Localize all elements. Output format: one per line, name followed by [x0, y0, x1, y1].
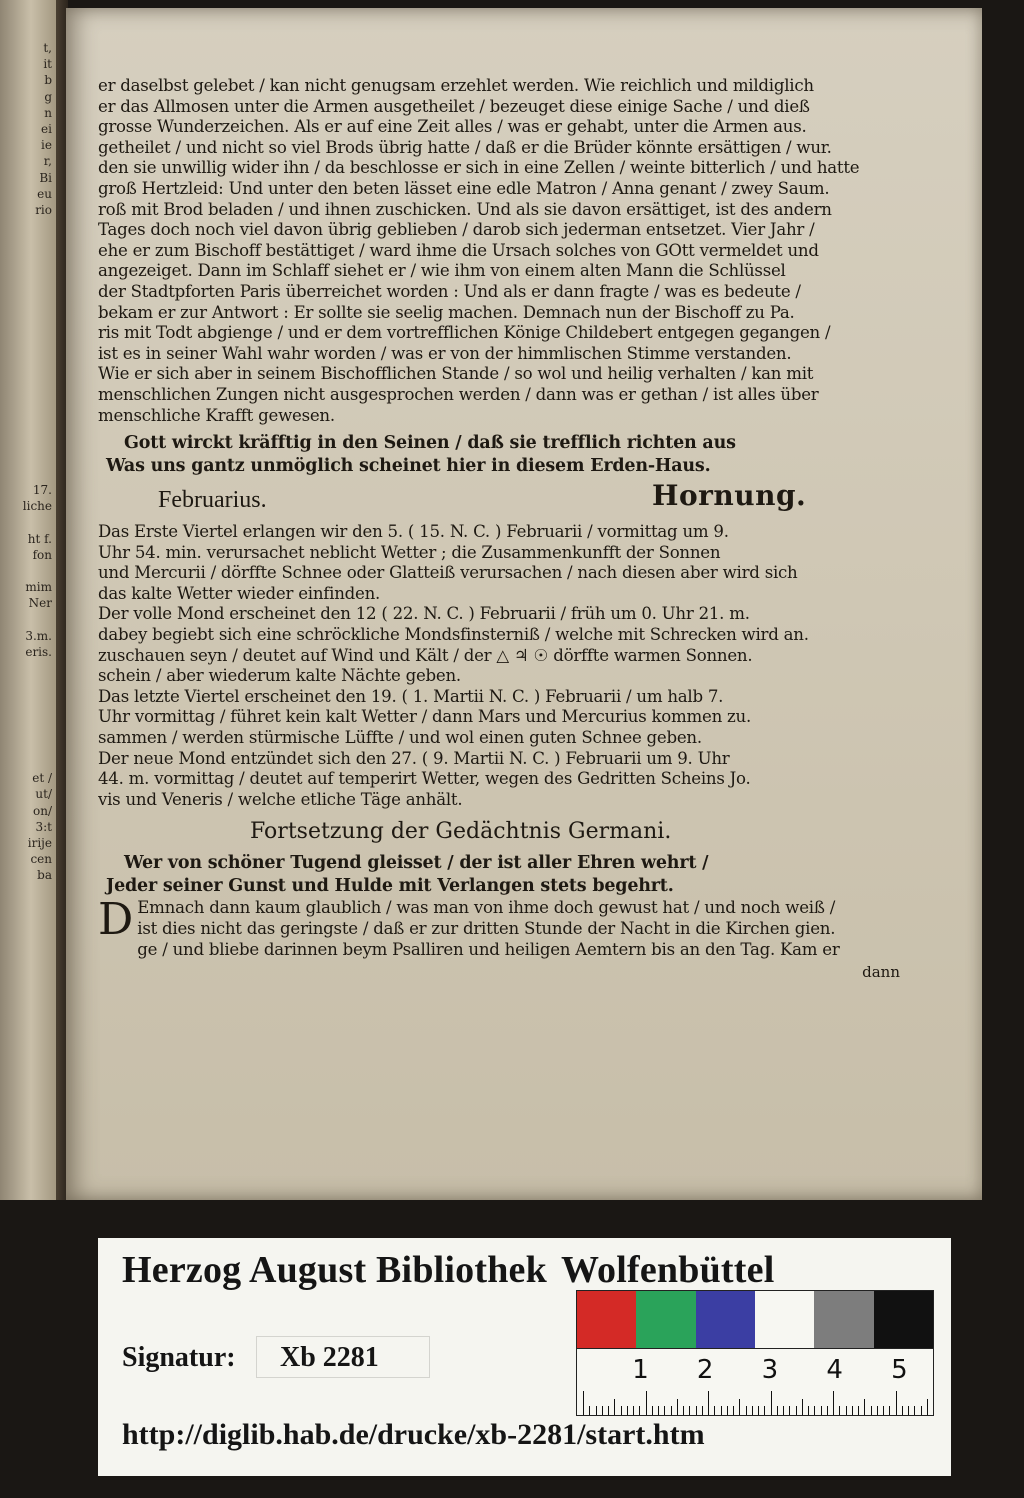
ruler-tick — [639, 1406, 640, 1415]
margin-fragment: et / — [32, 771, 52, 786]
ruler-tick — [583, 1391, 584, 1415]
margin-fragment: ba — [37, 868, 52, 883]
ruler-tick — [627, 1406, 628, 1415]
ruler-tick — [664, 1406, 665, 1415]
margin-fragment: irije — [27, 835, 52, 850]
margin-fragment: 17. — [32, 483, 52, 498]
ruler-number: 3 — [761, 1355, 779, 1385]
margin-fragment: eu — [37, 186, 52, 201]
text-line: Der neue Mond entzündet sich den 27. ( 9. Martii N. C. ) Februarii um 9. Uhr — [98, 748, 730, 768]
color-swatch — [577, 1291, 636, 1349]
text-line: vis und Veneris / welche etliche Täge anhält. — [98, 789, 463, 809]
color-calibration-strip — [576, 1290, 934, 1350]
drop-cap-initial: D — [98, 894, 134, 946]
text-line: menschliche Krafft gewesen. — [98, 405, 335, 425]
ruler-tick — [833, 1391, 834, 1415]
text-line: ehe er zum Bischoff bestättiget / ward ihme die Ursach solches von GOtt vermeldet und — [98, 240, 819, 260]
text-line: Tages doch noch viel davon übrig geblieben / darob sich jederman entsetzet. Vier Jahr / — [98, 220, 815, 240]
ruler-tick — [596, 1406, 597, 1415]
ruler-tick — [827, 1406, 828, 1415]
month-latin-heading: Februarius. — [158, 487, 267, 514]
library-name: Herzog August Bibliothek — [122, 1249, 547, 1291]
ruler-tick — [646, 1391, 647, 1415]
text-line: Das Erste Viertel erlangen wir den 5. ( 15. N. C. ) Februarii / vormittag um 9. — [98, 522, 729, 542]
text-line: Uhr 54. min. verursachet neblicht Wetter ; die Zusammenkunfft der Sonnen — [98, 542, 721, 562]
signature-value: Xb 2281 — [280, 1342, 379, 1373]
ruler-tick — [621, 1406, 622, 1415]
text-line: Wie er sich aber in seinem Bischofflichen Stande / so wol und heilig verhalten / kan mit — [98, 364, 814, 384]
ruler-tick — [671, 1406, 672, 1415]
margin-fragment: g — [44, 89, 52, 104]
ruler-tick — [677, 1399, 678, 1415]
ruler-tick — [814, 1406, 815, 1415]
ruler-tick — [839, 1406, 840, 1415]
measurement-ruler — [576, 1348, 934, 1416]
color-swatch — [755, 1291, 814, 1349]
margin-fragment: it — [43, 57, 52, 72]
margin-fragment — [2, 514, 52, 530]
ruler-tick — [902, 1406, 903, 1415]
margin-fragment: t, — [43, 41, 52, 55]
text-line: 44. m. vormittag / deutet auf temperirt Wetter, wegen des Gedritten Scheins Jo. — [98, 769, 751, 789]
ruler-tick — [789, 1406, 790, 1415]
ruler-tick — [796, 1406, 797, 1415]
ruler-tick — [746, 1406, 747, 1415]
catchword: dann — [862, 963, 900, 982]
ruler-tick — [896, 1391, 897, 1415]
motto-line: Was uns gantz unmöglich scheinet hier in diesem Erden-Haus. — [106, 456, 711, 477]
ruler-tick — [758, 1406, 759, 1415]
text-line: das kalte Wetter wieder einfinden. — [98, 583, 381, 603]
ruler-tick — [689, 1406, 690, 1415]
color-swatch — [814, 1291, 873, 1349]
margin-fragment: cen — [30, 852, 52, 867]
paragraph-new-moon — [98, 749, 906, 811]
text-line: schein / aber wiederum kalte Nächte geben. — [98, 666, 461, 686]
motto-1 — [98, 432, 906, 478]
month-german-heading: Hornung. — [652, 479, 807, 513]
month-heading-row — [98, 479, 906, 522]
text-line: getheilet / und nicht so viel Brods übrig hatte / daß er die Brüder könnte ersättigen / wur. — [98, 137, 832, 157]
ruler-tick — [771, 1391, 772, 1415]
library-title — [122, 1248, 774, 1292]
text-line: sammen / werden stürmische Lüffte / und wol einen guten Schnee geben. — [98, 728, 702, 748]
paragraph-germanus-1 — [98, 76, 906, 426]
ruler-tick — [871, 1406, 872, 1415]
margin-fragment — [2, 563, 52, 579]
ruler-tick — [696, 1406, 697, 1415]
library-city: Wolfenbüttel — [560, 1249, 775, 1291]
ruler-tick — [739, 1399, 740, 1415]
motto-line: Gott wirckt kräfftig in den Seinen / daß sie trefflich richten aus — [124, 433, 736, 454]
margin-fragment: ei — [41, 121, 52, 136]
ruler-tick — [764, 1406, 765, 1415]
margin-fragment: ht f. — [27, 531, 52, 546]
ruler-tick — [921, 1406, 922, 1415]
ruler-tick — [714, 1406, 715, 1415]
left-page-margin-text — [2, 40, 52, 883]
text-line: Uhr vormittag / führet kein kalt Wetter / dann Mars und Mercurius kommen zu. — [98, 707, 751, 727]
motto-line: Jeder seiner Gunst und Hulde mit Verlangen stets begehrt. — [106, 876, 674, 897]
text-line: groß Hertzleid: Und unter den beten lässet eine edle Matron / Anna genant / zwey Saum. — [98, 178, 830, 198]
ruler-number: 2 — [696, 1355, 714, 1385]
text-line: er das Allmosen unter die Armen ausgetheilet / bezeuget diese einige Sache / und dieß — [98, 96, 810, 116]
ruler-number: 1 — [632, 1355, 649, 1385]
ruler-tick — [783, 1406, 784, 1415]
ruler-tick — [589, 1406, 590, 1415]
margin-fragment: n — [44, 105, 52, 120]
ruler-tick — [614, 1399, 615, 1415]
motto-2 — [98, 852, 906, 898]
color-swatch — [874, 1291, 933, 1349]
ruler-tick — [708, 1391, 709, 1415]
ruler-tick — [889, 1406, 890, 1415]
ruler-tick — [808, 1406, 809, 1415]
ruler-tick — [733, 1406, 734, 1415]
ruler-ticks — [577, 1389, 933, 1415]
book-page — [66, 8, 982, 1200]
text-line: ris mit Todt abgienge / und er dem vortrefflichen Könige Childebert entgegen gegangen / — [98, 323, 831, 343]
signature-label: Signatur: — [122, 1342, 236, 1373]
paragraph-last-quarter — [98, 687, 906, 749]
ruler-tick — [864, 1399, 865, 1415]
ruler-tick — [877, 1406, 878, 1415]
ruler-tick — [727, 1406, 728, 1415]
text-line: angezeiget. Dann im Schlaff siehet er / wie ihm von einem alten Mann die Schlüssel — [98, 261, 786, 281]
color-swatch — [636, 1291, 695, 1349]
ruler-tick — [852, 1406, 853, 1415]
text-line: grosse Wunderzeichen. Als er auf eine Zeit alles / was er gehabt, unter die Armen aus. — [98, 117, 807, 137]
text-line: den sie unwillig wider ihn / da beschlosse er sich in eine Zellen / weinte bitterlich / und hatte — [98, 158, 860, 178]
paragraph-full-moon — [98, 604, 906, 686]
text-line: ist es in seiner Wahl wahr worden / was er von der himmlischen Stimme verstanden. — [98, 343, 792, 363]
margin-fragment — [2, 612, 52, 628]
paragraph-first-quarter — [98, 522, 906, 604]
ruler-tick — [821, 1406, 822, 1415]
margin-fragment: eris. — [25, 644, 52, 659]
ruler-tick — [658, 1406, 659, 1415]
margin-fragment: Bi — [39, 170, 52, 185]
ruler-tick — [652, 1406, 653, 1415]
margin-fragment: fon — [32, 547, 52, 562]
text-line: zuschauen seyn / deutet auf Wind und Kält / der △ ♃ ☉ dörffte warmen Sonnen. — [98, 645, 753, 665]
paragraph-germanus-2 — [98, 894, 906, 960]
ruler-numbers — [577, 1355, 933, 1389]
text-line: er daselbst gelebet / kan nicht genugsam erzehlet werden. Wie reichlich und mildiglich — [98, 76, 814, 95]
text-line: der Stadtpforten Paris überreichet worden : Und als er dann fragte / was es bedeute / — [98, 281, 801, 301]
ruler-tick — [702, 1406, 703, 1415]
ruler-tick — [908, 1406, 909, 1415]
text-line: roß mit Brod beladen / und ihnen zuschicken. Und als sie davon ersättiget, ist des andern — [98, 199, 832, 219]
left-page-edge — [0, 0, 58, 1200]
margin-fragment: on/ — [33, 803, 52, 818]
margin-fragment: r, — [43, 154, 52, 169]
margin-fragment: mim — [25, 580, 52, 595]
text-line: ist dies nicht das geringste / daß er zur dritten Stunde der Nacht in die Kirchen gien. — [137, 919, 836, 938]
margin-fragment: 3:t — [35, 819, 52, 834]
text-line: ge / und bliebe darinnen beym Psalliren und heiligen Aemtern bis an den Tag. Kam er — [137, 939, 840, 959]
ruler-tick — [752, 1406, 753, 1415]
library-reference-card — [98, 1238, 951, 1476]
text-line: und Mercurii / dörffte Schnee oder Glatteiß verursachen / nach diesen aber wird sich — [98, 563, 798, 583]
text-line: Das letzte Viertel erscheinet den 19. ( 1. Martii N. C. ) Februarii / um halb 7. — [98, 686, 724, 706]
ruler-tick — [777, 1406, 778, 1415]
margin-fragment: ut/ — [35, 787, 52, 802]
margin-fragment: rio — [35, 202, 52, 217]
text-line: dabey begiebt sich eine schröckliche Mondsfinsterniß / welche mit Schrecken wird an. — [98, 625, 809, 645]
margin-fragment: b — [44, 73, 52, 88]
ruler-number: 5 — [891, 1355, 908, 1385]
text-line: bekam er zur Antwort : Er sollte sie seelig machen. Demnach nun der Bischoff zu Pa. — [98, 302, 795, 322]
color-swatch — [696, 1291, 755, 1349]
ruler-tick — [846, 1406, 847, 1415]
ruler-tick — [927, 1399, 928, 1415]
margin-fragment: liche — [22, 499, 52, 514]
ruler-tick — [883, 1406, 884, 1415]
text-line: menschlichen Zungen nicht ausgesprochen werden / dann was er gethan / ist alles über — [98, 384, 819, 404]
ruler-tick — [858, 1406, 859, 1415]
section-heading: Fortsetzung der Gedächtnis Germani. — [250, 819, 672, 845]
margin-fragment: ie — [41, 138, 52, 153]
ruler-tick — [608, 1406, 609, 1415]
ruler-tick — [683, 1406, 684, 1415]
motto-line: Wer von schöner Tugend gleisset / der ist aller Ehren wehrt / — [124, 853, 709, 874]
ruler-tick — [633, 1406, 634, 1415]
ruler-tick — [802, 1399, 803, 1415]
ruler-tick — [721, 1406, 722, 1415]
ruler-number: 4 — [826, 1355, 843, 1385]
text-line: Der volle Mond erscheinet den 12 ( 22. N. C. ) Februarii / früh um 0. Uhr 21. m. — [98, 604, 750, 624]
ruler-tick — [914, 1406, 915, 1415]
source-url[interactable]: http://diglib.hab.de/drucke/xb-2281/start.htm — [122, 1418, 705, 1451]
margin-fragment: Ner — [28, 596, 52, 611]
ruler-tick — [602, 1406, 603, 1415]
margin-fragment: 3.m. — [25, 628, 52, 643]
page-text-block — [98, 76, 906, 983]
text-line: Emnach dann kaum glaublich / was man von ihme doch gewust hat / und noch weiß / — [137, 898, 836, 918]
